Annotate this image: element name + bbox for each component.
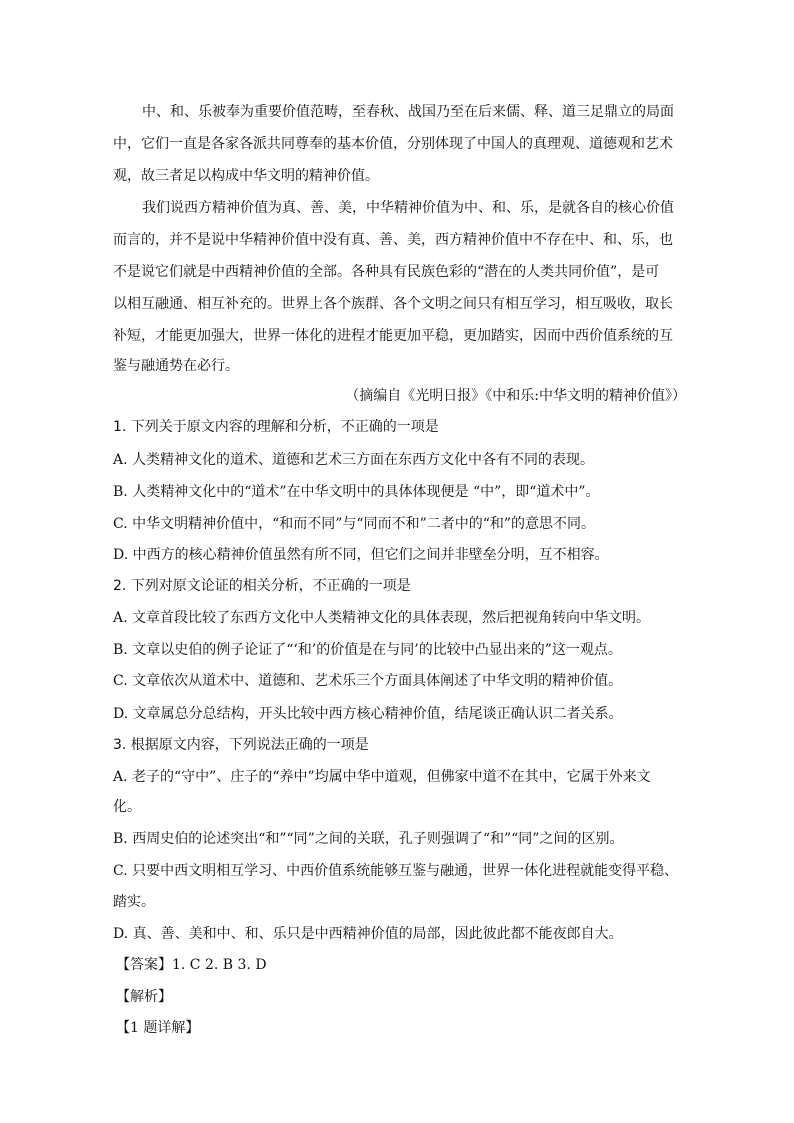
answer-key: 【答案】1. C 2. B 3. D bbox=[116, 957, 267, 973]
question-option-continued: 化。 bbox=[113, 799, 141, 815]
question-option: C. 只要中西文明相互学习、中西价值系统能够互鉴与融通，世界一体化进程就能变得平稳、 bbox=[113, 863, 679, 879]
question-option-continued: 踏实。 bbox=[113, 894, 155, 910]
question-option: A. 人类精神文化的道术、道德和艺术三方面在东西方文化中各有不同的表现。 bbox=[113, 452, 595, 468]
passage-line: 以相互融通、相互补充的。世界上各个族群、各个文明之间只有相互学习，相互吸收，取长 bbox=[113, 296, 673, 312]
question-option: D. 中西方的核心精神价值虽然有所不同，但它们之间并非壁垒分明，互不相容。 bbox=[113, 547, 609, 563]
passage-line: 不是说它们就是中西精神价值的全部。各种具有民族色彩的“潜在的人类共同价值”，是可 bbox=[113, 264, 660, 280]
passage-line: 补短，才能更加强大，世界一体化的进程才能更加平稳，更加踏实，因而中西价值系统的互 bbox=[113, 328, 673, 344]
passage-line: 鉴与融通势在必行。 bbox=[113, 358, 239, 374]
question-option: C. 文章依次从道术中、道德和、艺术乐三个方面具体阐述了中华文明的精神价值。 bbox=[113, 673, 623, 689]
question-option: B. 人类精神文化中的“道术”在中华文明中的具体体现便是 “中”，即“道术中”。 bbox=[113, 484, 600, 500]
question-option: A. 文章首段比较了东西方文化中人类精神文化的具体表现，然后把视角转向中华文明。 bbox=[113, 610, 651, 626]
passage-line: 我们说西方精神价值为真、善、美，中华精神价值为中、和、乐，是就各自的核心价值 bbox=[142, 200, 674, 216]
question-stem: 1. 下列关于原文内容的理解和分析，不正确的一项是 bbox=[113, 419, 439, 435]
question-option: D. 文章属总分总结构，开头比较中西方核心精神价值，结尾谈正确认识二者关系。 bbox=[113, 706, 623, 722]
question-option: C. 中华文明精神价值中，“和而不同”与“同而不和”二者中的“和”的意思不同。 bbox=[113, 516, 596, 532]
question-option: B. 西周史伯的论述突出“和”“同”之间的关联，孔子则强调了“和”“同”之间的区别。 bbox=[113, 831, 624, 847]
question-option: A. 老子的“守中”、庄子的“养中”均属中华中道观，但佛家中道不在其中，它属于外来文 bbox=[113, 769, 651, 785]
question-stem: 2. 下列对原文论证的相关分析，不正确的一项是 bbox=[113, 578, 411, 594]
passage-line: 观，故三者足以构成中华文明的精神价值。 bbox=[113, 168, 379, 184]
analysis-heading: 【解析】 bbox=[116, 989, 172, 1005]
passage-line: 中、和、乐被奉为重要价值范畴，至春秋、战国乃至在后来儒、释、道三足鼎立的局面 bbox=[142, 104, 674, 120]
passage-line: 而言的，并不是说中华精神价值中没有真、善、美，西方精神价值中不存在中、和、乐，也 bbox=[113, 232, 673, 248]
question-option: D. 真、善、美和中、和、乐只是中西精神价值的局部，因此彼此都不能夜郎自大。 bbox=[113, 926, 623, 942]
source-citation: （摘编自《光明日报》《中和乐:中华文明的精神价值》） bbox=[345, 388, 686, 404]
question-option: B. 文章以史伯的例子论证了“‘和’的价值是在与同’的比较中凸显出来的”这一观点。 bbox=[113, 642, 622, 658]
passage-line: 中，它们一直是各家各派共同尊奉的基本价值，分别体现了中国人的真理观、道德观和艺术 bbox=[113, 136, 673, 152]
question-stem: 3. 根据原文内容，下列说法正确的一项是 bbox=[113, 737, 369, 753]
detail-heading: 【1 题详解】 bbox=[116, 1020, 200, 1036]
